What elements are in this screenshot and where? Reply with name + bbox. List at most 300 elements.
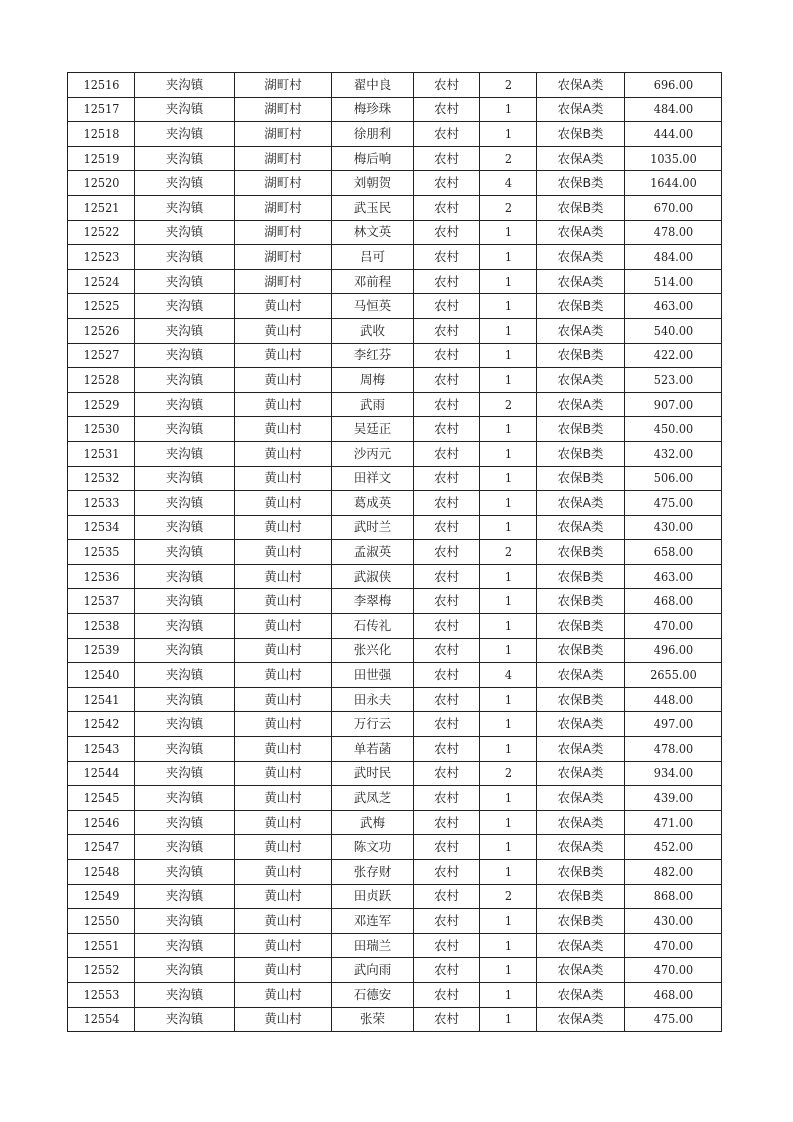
village-cell: 黄山村 [235, 786, 332, 811]
amount-cell: 484.00 [629, 97, 716, 122]
name-cell: 李翠梅 [332, 589, 414, 614]
record-id-cell: 12544 [71, 761, 131, 786]
record-id-cell: 12546 [71, 810, 131, 835]
town-cell: 夹沟镇 [135, 540, 235, 565]
category-cell: 农村 [414, 786, 480, 811]
insurance-type-cell: 农保A类 [537, 982, 625, 1007]
category-cell: 农村 [414, 687, 480, 712]
record-id-cell: 12516 [71, 73, 131, 98]
category-cell: 农村 [414, 220, 480, 245]
amount-cell: 907.00 [629, 392, 716, 417]
household-size-cell: 1 [482, 1007, 533, 1032]
insurance-type-cell: 农保A类 [537, 835, 625, 860]
name-cell: 葛成英 [332, 491, 414, 516]
insurance-type-cell: 农保B类 [537, 122, 625, 147]
town-cell: 夹沟镇 [135, 146, 235, 171]
record-id-cell: 12551 [71, 933, 131, 958]
table-row [68, 712, 722, 737]
name-cell: 武玉民 [332, 195, 414, 220]
amount-cell: 452.00 [629, 835, 716, 860]
town-cell: 夹沟镇 [135, 638, 235, 663]
table-row [68, 171, 722, 196]
insurance-type-cell: 农保B类 [537, 687, 625, 712]
table-row [68, 368, 722, 393]
table-row [68, 491, 722, 516]
insurance-type-cell: 农保A类 [537, 761, 625, 786]
record-id-cell: 12552 [71, 958, 131, 983]
insurance-type-cell: 农保B类 [537, 860, 625, 885]
name-cell: 李红芬 [332, 343, 414, 368]
record-id-cell: 12539 [71, 638, 131, 663]
town-cell: 夹沟镇 [135, 786, 235, 811]
village-cell: 黄山村 [235, 564, 332, 589]
table-body [68, 73, 722, 1032]
town-cell: 夹沟镇 [135, 195, 235, 220]
table-row [68, 663, 722, 688]
name-cell: 武时兰 [332, 515, 414, 540]
category-cell: 农村 [414, 146, 480, 171]
insurance-type-cell: 农保B类 [537, 638, 625, 663]
village-cell: 黄山村 [235, 860, 332, 885]
record-id-cell: 12537 [71, 589, 131, 614]
table-row [68, 1007, 722, 1032]
name-cell: 翟中良 [332, 73, 414, 98]
village-cell: 黄山村 [235, 466, 332, 491]
record-id-cell: 12553 [71, 982, 131, 1007]
table-row [68, 958, 722, 983]
insurance-type-cell: 农保B类 [537, 195, 625, 220]
household-size-cell: 1 [482, 245, 533, 270]
household-size-cell: 1 [482, 294, 533, 319]
table-row [68, 540, 722, 565]
records-table [67, 72, 722, 1032]
amount-cell: 430.00 [629, 909, 716, 934]
town-cell: 夹沟镇 [135, 441, 235, 466]
insurance-type-cell: 农保B类 [537, 614, 625, 639]
name-cell: 刘朝贺 [332, 171, 414, 196]
table-row [68, 564, 722, 589]
insurance-type-cell: 农保B类 [537, 417, 625, 442]
record-id-cell: 12526 [71, 318, 131, 343]
record-id-cell: 12533 [71, 491, 131, 516]
name-cell: 武梅 [332, 810, 414, 835]
name-cell: 石传礼 [332, 614, 414, 639]
household-size-cell: 1 [482, 958, 533, 983]
record-id-cell: 12527 [71, 343, 131, 368]
category-cell: 农村 [414, 417, 480, 442]
table-row [68, 515, 722, 540]
household-size-cell: 1 [482, 269, 533, 294]
insurance-type-cell: 农保B类 [537, 171, 625, 196]
household-size-cell: 1 [482, 343, 533, 368]
insurance-type-cell: 农保A类 [537, 245, 625, 270]
category-cell: 农村 [414, 441, 480, 466]
insurance-type-cell: 农保A类 [537, 737, 625, 762]
amount-cell: 496.00 [629, 638, 716, 663]
insurance-type-cell: 农保A类 [537, 958, 625, 983]
insurance-type-cell: 农保B类 [537, 589, 625, 614]
amount-cell: 868.00 [629, 884, 716, 909]
insurance-type-cell: 农保A类 [537, 663, 625, 688]
category-cell: 农村 [414, 884, 480, 909]
amount-cell: 430.00 [629, 515, 716, 540]
village-cell: 黄山村 [235, 491, 332, 516]
category-cell: 农村 [414, 97, 480, 122]
amount-cell: 448.00 [629, 687, 716, 712]
table-row [68, 835, 722, 860]
town-cell: 夹沟镇 [135, 515, 235, 540]
village-cell: 黄山村 [235, 638, 332, 663]
town-cell: 夹沟镇 [135, 835, 235, 860]
household-size-cell: 1 [482, 810, 533, 835]
record-id-cell: 12542 [71, 712, 131, 737]
record-id-cell: 12541 [71, 687, 131, 712]
name-cell: 武淑侠 [332, 564, 414, 589]
household-size-cell: 1 [482, 835, 533, 860]
amount-cell: 468.00 [629, 589, 716, 614]
insurance-type-cell: 农保B类 [537, 294, 625, 319]
town-cell: 夹沟镇 [135, 737, 235, 762]
table-row [68, 318, 722, 343]
name-cell: 梅珍珠 [332, 97, 414, 122]
name-cell: 邓连军 [332, 909, 414, 934]
household-size-cell: 1 [482, 318, 533, 343]
town-cell: 夹沟镇 [135, 933, 235, 958]
category-cell: 农村 [414, 245, 480, 270]
category-cell: 农村 [414, 466, 480, 491]
category-cell: 农村 [414, 564, 480, 589]
town-cell: 夹沟镇 [135, 417, 235, 442]
category-cell: 农村 [414, 663, 480, 688]
village-cell: 黄山村 [235, 343, 332, 368]
category-cell: 农村 [414, 195, 480, 220]
village-cell: 黄山村 [235, 810, 332, 835]
town-cell: 夹沟镇 [135, 909, 235, 934]
record-id-cell: 12518 [71, 122, 131, 147]
household-size-cell: 1 [482, 466, 533, 491]
record-id-cell: 12521 [71, 195, 131, 220]
town-cell: 夹沟镇 [135, 564, 235, 589]
household-size-cell: 1 [482, 909, 533, 934]
town-cell: 夹沟镇 [135, 589, 235, 614]
table-row [68, 737, 722, 762]
town-cell: 夹沟镇 [135, 860, 235, 885]
village-cell: 黄山村 [235, 441, 332, 466]
village-cell: 黄山村 [235, 737, 332, 762]
record-id-cell: 12534 [71, 515, 131, 540]
table-row [68, 294, 722, 319]
insurance-type-cell: 农保A类 [537, 73, 625, 98]
name-cell: 陈文功 [332, 835, 414, 860]
town-cell: 夹沟镇 [135, 1007, 235, 1032]
town-cell: 夹沟镇 [135, 884, 235, 909]
town-cell: 夹沟镇 [135, 761, 235, 786]
table-row [68, 441, 722, 466]
table-row [68, 982, 722, 1007]
village-cell: 黄山村 [235, 1007, 332, 1032]
insurance-type-cell: 农保B类 [537, 466, 625, 491]
table-row [68, 417, 722, 442]
table-row [68, 810, 722, 835]
name-cell: 林文英 [332, 220, 414, 245]
table-row [68, 884, 722, 909]
household-size-cell: 1 [482, 687, 533, 712]
town-cell: 夹沟镇 [135, 392, 235, 417]
amount-cell: 475.00 [629, 491, 716, 516]
record-id-cell: 12525 [71, 294, 131, 319]
name-cell: 沙丙元 [332, 441, 414, 466]
category-cell: 农村 [414, 638, 480, 663]
category-cell: 农村 [414, 958, 480, 983]
village-cell: 黄山村 [235, 294, 332, 319]
village-cell: 黄山村 [235, 318, 332, 343]
category-cell: 农村 [414, 712, 480, 737]
town-cell: 夹沟镇 [135, 97, 235, 122]
record-id-cell: 12524 [71, 269, 131, 294]
amount-cell: 1035.00 [629, 146, 716, 171]
name-cell: 石德安 [332, 982, 414, 1007]
record-id-cell: 12517 [71, 97, 131, 122]
table-row [68, 146, 722, 171]
town-cell: 夹沟镇 [135, 614, 235, 639]
category-cell: 农村 [414, 589, 480, 614]
table-row [68, 860, 722, 885]
name-cell: 梅后响 [332, 146, 414, 171]
household-size-cell: 4 [482, 663, 533, 688]
village-cell: 湖町村 [235, 122, 332, 147]
household-size-cell: 1 [482, 860, 533, 885]
record-id-cell: 12535 [71, 540, 131, 565]
household-size-cell: 1 [482, 122, 533, 147]
insurance-type-cell: 农保B类 [537, 909, 625, 934]
town-cell: 夹沟镇 [135, 122, 235, 147]
insurance-type-cell: 农保A类 [537, 318, 625, 343]
household-size-cell: 2 [482, 146, 533, 171]
table-row [68, 269, 722, 294]
town-cell: 夹沟镇 [135, 73, 235, 98]
town-cell: 夹沟镇 [135, 318, 235, 343]
record-id-cell: 12548 [71, 860, 131, 885]
name-cell: 田祥文 [332, 466, 414, 491]
insurance-type-cell: 农保B类 [537, 441, 625, 466]
category-cell: 农村 [414, 933, 480, 958]
name-cell: 武时民 [332, 761, 414, 786]
insurance-type-cell: 农保B类 [537, 884, 625, 909]
village-cell: 黄山村 [235, 417, 332, 442]
name-cell: 田贞跃 [332, 884, 414, 909]
table-row [68, 786, 722, 811]
category-cell: 农村 [414, 540, 480, 565]
name-cell: 吕可 [332, 245, 414, 270]
amount-cell: 482.00 [629, 860, 716, 885]
table-row [68, 245, 722, 270]
category-cell: 农村 [414, 73, 480, 98]
household-size-cell: 1 [482, 589, 533, 614]
record-id-cell: 12538 [71, 614, 131, 639]
table-row [68, 195, 722, 220]
name-cell: 武收 [332, 318, 414, 343]
record-id-cell: 12519 [71, 146, 131, 171]
amount-cell: 475.00 [629, 1007, 716, 1032]
category-cell: 农村 [414, 491, 480, 516]
category-cell: 农村 [414, 171, 480, 196]
category-cell: 农村 [414, 122, 480, 147]
household-size-cell: 1 [482, 491, 533, 516]
town-cell: 夹沟镇 [135, 220, 235, 245]
record-id-cell: 12547 [71, 835, 131, 860]
insurance-type-cell: 农保A类 [537, 146, 625, 171]
village-cell: 湖町村 [235, 195, 332, 220]
name-cell: 徐朋利 [332, 122, 414, 147]
town-cell: 夹沟镇 [135, 466, 235, 491]
record-id-cell: 12545 [71, 786, 131, 811]
amount-cell: 696.00 [629, 73, 716, 98]
category-cell: 农村 [414, 835, 480, 860]
household-size-cell: 1 [482, 564, 533, 589]
record-id-cell: 12530 [71, 417, 131, 442]
record-id-cell: 12550 [71, 909, 131, 934]
town-cell: 夹沟镇 [135, 712, 235, 737]
village-cell: 湖町村 [235, 73, 332, 98]
name-cell: 单若菡 [332, 737, 414, 762]
name-cell: 周梅 [332, 368, 414, 393]
name-cell: 武凤芝 [332, 786, 414, 811]
insurance-type-cell: 农保A类 [537, 933, 625, 958]
household-size-cell: 2 [482, 392, 533, 417]
category-cell: 农村 [414, 909, 480, 934]
category-cell: 农村 [414, 982, 480, 1007]
category-cell: 农村 [414, 761, 480, 786]
insurance-type-cell: 农保B类 [537, 343, 625, 368]
table-row [68, 343, 722, 368]
household-size-cell: 1 [482, 368, 533, 393]
village-cell: 湖町村 [235, 171, 332, 196]
record-id-cell: 12523 [71, 245, 131, 270]
table-row [68, 761, 722, 786]
household-size-cell: 1 [482, 933, 533, 958]
village-cell: 黄山村 [235, 687, 332, 712]
insurance-type-cell: 农保A类 [537, 786, 625, 811]
table-row [68, 687, 722, 712]
name-cell: 张兴化 [332, 638, 414, 663]
category-cell: 农村 [414, 343, 480, 368]
category-cell: 农村 [414, 860, 480, 885]
household-size-cell: 2 [482, 73, 533, 98]
village-cell: 湖町村 [235, 146, 332, 171]
village-cell: 黄山村 [235, 368, 332, 393]
amount-cell: 934.00 [629, 761, 716, 786]
table-row [68, 589, 722, 614]
insurance-type-cell: 农保A类 [537, 392, 625, 417]
town-cell: 夹沟镇 [135, 343, 235, 368]
category-cell: 农村 [414, 294, 480, 319]
table-row [68, 909, 722, 934]
amount-cell: 470.00 [629, 614, 716, 639]
amount-cell: 439.00 [629, 786, 716, 811]
amount-cell: 463.00 [629, 294, 716, 319]
amount-cell: 444.00 [629, 122, 716, 147]
village-cell: 黄山村 [235, 515, 332, 540]
town-cell: 夹沟镇 [135, 687, 235, 712]
amount-cell: 484.00 [629, 245, 716, 270]
table-row [68, 122, 722, 147]
record-id-cell: 12520 [71, 171, 131, 196]
household-size-cell: 4 [482, 171, 533, 196]
record-id-cell: 12540 [71, 663, 131, 688]
insurance-type-cell: 农保A类 [537, 810, 625, 835]
amount-cell: 470.00 [629, 933, 716, 958]
household-size-cell: 1 [482, 220, 533, 245]
village-cell: 湖町村 [235, 220, 332, 245]
category-cell: 农村 [414, 318, 480, 343]
category-cell: 农村 [414, 515, 480, 540]
amount-cell: 471.00 [629, 810, 716, 835]
amount-cell: 468.00 [629, 982, 716, 1007]
household-size-cell: 1 [482, 982, 533, 1007]
village-cell: 黄山村 [235, 909, 332, 934]
village-cell: 黄山村 [235, 933, 332, 958]
category-cell: 农村 [414, 1007, 480, 1032]
amount-cell: 514.00 [629, 269, 716, 294]
record-id-cell: 12554 [71, 1007, 131, 1032]
household-size-cell: 1 [482, 712, 533, 737]
record-id-cell: 12528 [71, 368, 131, 393]
amount-cell: 540.00 [629, 318, 716, 343]
insurance-type-cell: 农保B类 [537, 540, 625, 565]
record-id-cell: 12529 [71, 392, 131, 417]
record-id-cell: 12549 [71, 884, 131, 909]
amount-cell: 658.00 [629, 540, 716, 565]
name-cell: 张荣 [332, 1007, 414, 1032]
name-cell: 田世强 [332, 663, 414, 688]
village-cell: 黄山村 [235, 982, 332, 1007]
insurance-type-cell: 农保B类 [537, 564, 625, 589]
household-size-cell: 1 [482, 614, 533, 639]
name-cell: 田瑞兰 [332, 933, 414, 958]
household-size-cell: 2 [482, 761, 533, 786]
amount-cell: 2655.00 [629, 663, 716, 688]
category-cell: 农村 [414, 614, 480, 639]
village-cell: 湖町村 [235, 269, 332, 294]
household-size-cell: 2 [482, 884, 533, 909]
village-cell: 黄山村 [235, 884, 332, 909]
household-size-cell: 1 [482, 737, 533, 762]
record-id-cell: 12522 [71, 220, 131, 245]
household-size-cell: 1 [482, 515, 533, 540]
insurance-type-cell: 农保A类 [537, 220, 625, 245]
village-cell: 黄山村 [235, 614, 332, 639]
town-cell: 夹沟镇 [135, 982, 235, 1007]
amount-cell: 670.00 [629, 195, 716, 220]
village-cell: 湖町村 [235, 97, 332, 122]
town-cell: 夹沟镇 [135, 269, 235, 294]
village-cell: 黄山村 [235, 712, 332, 737]
amount-cell: 506.00 [629, 466, 716, 491]
amount-cell: 450.00 [629, 417, 716, 442]
amount-cell: 422.00 [629, 343, 716, 368]
village-cell: 黄山村 [235, 958, 332, 983]
insurance-type-cell: 农保A类 [537, 269, 625, 294]
town-cell: 夹沟镇 [135, 368, 235, 393]
record-id-cell: 12531 [71, 441, 131, 466]
amount-cell: 463.00 [629, 564, 716, 589]
name-cell: 孟淑英 [332, 540, 414, 565]
insurance-type-cell: 农保A类 [537, 491, 625, 516]
table-row [68, 73, 722, 98]
insurance-type-cell: 农保A类 [537, 368, 625, 393]
table-row [68, 220, 722, 245]
category-cell: 农村 [414, 392, 480, 417]
